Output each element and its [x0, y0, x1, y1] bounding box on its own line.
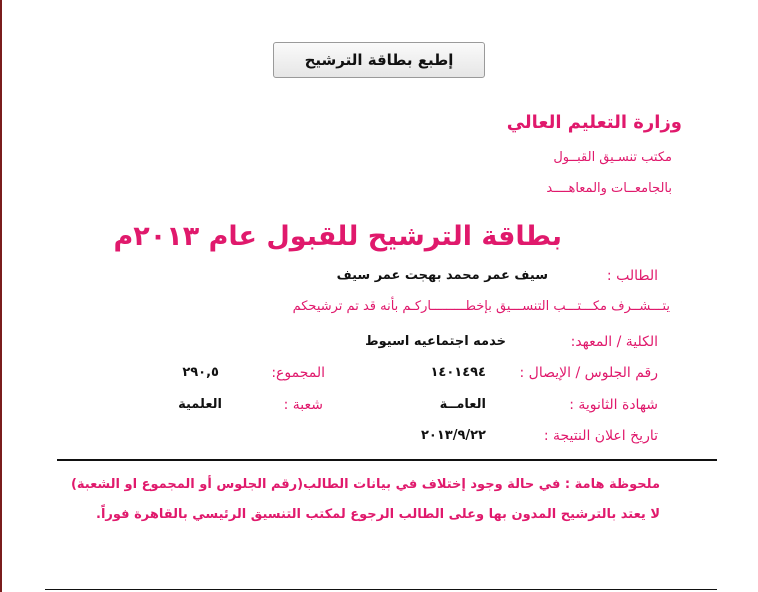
division-value: العلمية: [178, 397, 222, 412]
important-note-line1: ملحوظة هامة : في حالة وجود إختلاف في بيانات الطالب(رقم الجلوس أو المجموع او الشعبة): [70, 477, 660, 492]
student-name: سيف عمر محمد بهجت عمر سيف: [336, 268, 548, 283]
certificate-label: شهادة الثانوية :: [569, 397, 658, 413]
total-label: المجموع:: [271, 365, 325, 381]
seat-number-value: ١٤٠١٤٩٤: [430, 365, 486, 380]
result-date-value: ٢٠١٣/٩/٢٢: [420, 428, 486, 443]
seat-number-label: رقم الجلوس / الإيصال :: [519, 365, 658, 381]
college-label: الكلية / المعهد:: [570, 334, 658, 350]
window-edge: [0, 0, 2, 592]
division-label: شعبة :: [283, 397, 323, 413]
result-date-label: تاريخ اعلان النتيجة :: [543, 428, 658, 444]
nomination-intro: يتـــشــرف مكـــتـــب التنســـيق بإخطـــــــــاركـم بأنه قد تم ترشيحكم: [292, 299, 670, 314]
certificate-value: العامــة: [439, 397, 486, 412]
office-name-line1: مكتب تنسـيق القبــول: [553, 150, 672, 165]
divider-top: [57, 459, 717, 461]
print-card-button[interactable]: إطبع بطاقة الترشيح: [273, 42, 485, 78]
card-title: بطاقة الترشيح للقبول عام ٢٠١٣م: [113, 221, 562, 252]
college-value: خدمه اجتماعيه اسيوط: [365, 334, 506, 349]
divider-bottom: [45, 589, 717, 590]
total-value: ٢٩٠,٥: [182, 365, 219, 380]
office-name-line2: بالجامعــات والمعاهــــد: [546, 181, 672, 196]
important-note-line2: لا يعتد بالترشيح المدون بها وعلى الطالب الرجوع لمكتب التنسيق الرئيسي بالقاهرة فوراً.: [96, 507, 660, 522]
ministry-name: وزارة التعليم العالي: [506, 112, 682, 133]
student-label: الطالب :: [606, 268, 658, 284]
